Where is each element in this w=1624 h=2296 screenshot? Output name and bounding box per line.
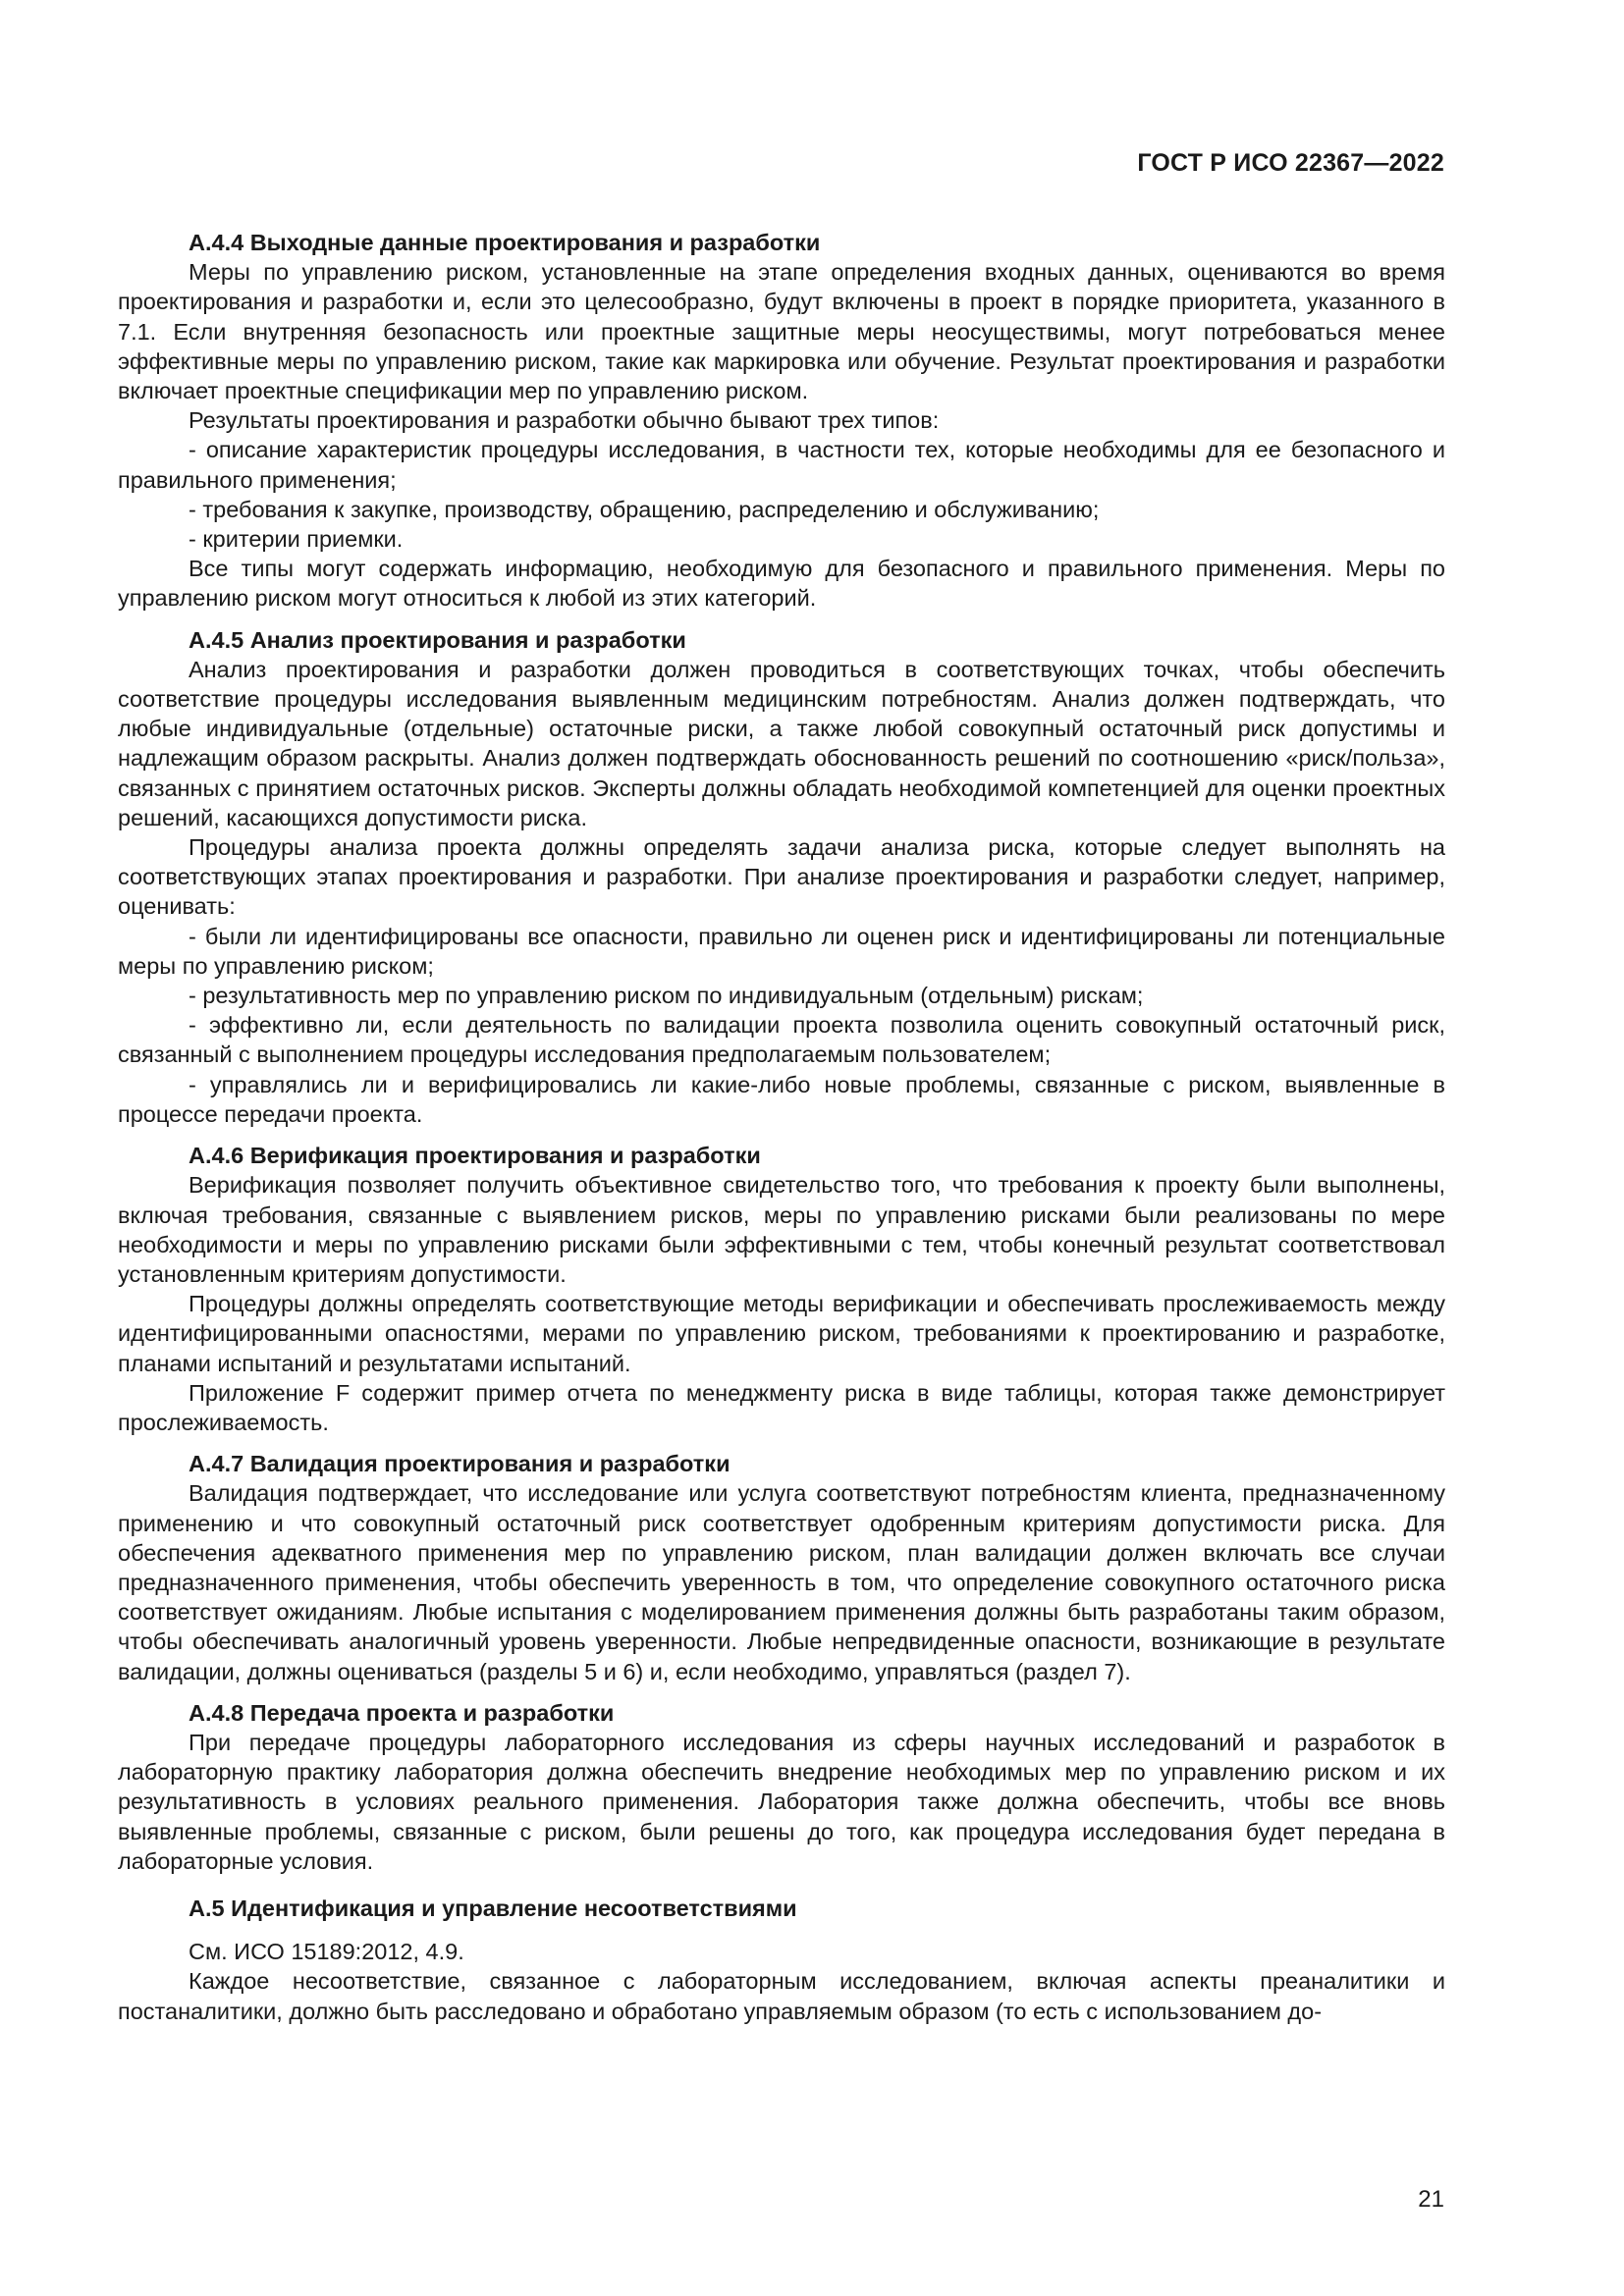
paragraph: Процедуры анализа проекта должны определять задачи анализа риска, которые следует выполнять на соответствующих этапах проектирования и разработки. При анализе проектирования и разработки следует, например, оценивать: bbox=[118, 834, 1445, 920]
list-item: - критерии приемки. bbox=[189, 526, 404, 553]
paragraph: Меры по управлению риском, установленные на этапе определения входных данных, оцениваются во время проектирования и разработки и, если это целесообразно, будут включены в проект в порядке приоритета, указанного в 7.1. Если внутренняя безопасность или проектные защитные меры неосуществимы, могут потребоваться менее эффективные меры по управлению риском, такие как маркировка или обучение. Результат проектирования и разработки включает проектные спецификации мер по управлению риском. bbox=[118, 259, 1445, 404]
section-a47-heading: А.4.7 Валидация проектирования и разработки bbox=[189, 1451, 731, 1477]
paragraph: Процедуры должны определять соответствующие методы верификации и обеспечивать прослеживаемость между идентифицированными опасностями, мерами по управлению риском, требованиями к проектированию и разработке, планами испытаний и результатами испытаний. bbox=[118, 1291, 1445, 1376]
list-item: - управлялись ли и верифицировались ли какие-либо новые проблемы, связанные с риском, выявленные в процессе передачи проекта. bbox=[118, 1071, 1445, 1127]
section-a44-heading: А.4.4 Выходные данные проектирования и разработки bbox=[189, 230, 821, 255]
document-body bbox=[118, 228, 1445, 2026]
paragraph: См. ИСО 15189:2012, 4.9. bbox=[189, 1939, 464, 1965]
list-item: - были ли идентифицированы все опасности, правильно ли оценен риск и идентифицированы ли потенциальные меры по управлению риском; bbox=[118, 923, 1445, 979]
standard-header: ГОСТ Р ИСО 22367—2022 bbox=[1137, 149, 1444, 177]
paragraph: Приложение F содержит пример отчета по менеджменту риска в виде таблицы, которая также демонстрирует прослеживаемость. bbox=[118, 1379, 1445, 1435]
paragraph: Результаты проектирования и разработки обычно бывают трех типов: bbox=[189, 407, 940, 434]
section-a45-heading: А.4.5 Анализ проектирования и разработки bbox=[189, 626, 686, 653]
paragraph: Анализ проектирования и разработки должен проводиться в соответствующих точках, чтобы обеспечить соответствие процедуры исследования выявленным медицинским потребностям. Анализ должен подтверждать, что любые индивидуальные (отдельные) остаточные риски, а также любой совокупный остаточный риск допустимы и надлежащим образом раскрыты. Анализ должен подтверждать обоснованность решений по соотношению «риск/польза», связанных с принятием остаточных рисков. Эксперты должны обладать необходимой компетенцией для оценки проектных решений, касающихся допустимости риска. bbox=[118, 656, 1445, 830]
section-a48-heading: А.4.8 Передача проекта и разработки bbox=[189, 1699, 615, 1726]
paragraph: Верификация позволяет получить объективное свидетельство того, что требования к проекту были выполнены, включая требования, связанные с выявлением рисков, меры по управлению рисками были реализованы по мере необходимости и меры по управлению рисками были эффективными с тем, чтобы конечный результат соответствовал установленным критериям допустимости. bbox=[118, 1172, 1445, 1287]
paragraph: Каждое несоответствие, связанное с лабораторным исследованием, включая аспекты преаналитики и постаналитики, должно быть расследовано и обработано управляемым образом (то есть с использованием до- bbox=[118, 1968, 1445, 2024]
paragraph: При передаче процедуры лабораторного исследования из сферы научных исследований и разработок в лабораторную практику лаборатория должна обеспечить внедрение необходимых мер по управлению риском и их результативность в условиях реального применения. Лаборатория также должна обеспечить, чтобы все вновь выявленные проблемы, связанные с риском, были решены до того, как процедура исследования будет передана в лабораторные условия. bbox=[118, 1729, 1445, 1874]
section-a5-heading: А.5 Идентификация и управление несоответствиями bbox=[189, 1895, 797, 1921]
list-item: - требования к закупке, производству, обращению, распределению и обслуживанию; bbox=[189, 496, 1100, 522]
list-item: - описание характеристик процедуры исследования, в частности тех, которые необходимы для ее безопасного и правильного применения; bbox=[118, 437, 1445, 493]
paragraph: Валидация подтверждает, что исследование или услуга соответствуют потребностям клиента, предназначенному применению и что совокупный остаточный риск соответствует одобренным критериям допустимости риска. Для обеспечения адекватного применения мер по управлению риском, план валидации должен включать все случаи предназначенного применения, чтобы обеспечить уверенность в том, что определение совокупного остаточного риска соответствует ожиданиям. Любые испытания с моделированием применения должны быть разработаны таким образом, чтобы обеспечивать аналогичный уровень уверенности. Любые непредвиденные опасности, возникающие в результате валидации, должны оцениваться (разделы 5 и 6) и, если необходимо, управляться (раздел 7). bbox=[118, 1480, 1445, 1684]
list-item: - эффективно ли, если деятельность по валидации проекта позволила оценить совокупный остаточный риск, связанный с выполнением процедуры исследования предполагаемым пользователем; bbox=[118, 1012, 1445, 1068]
list-item: - результативность мер по управлению риском по индивидуальным (отдельным) рискам; bbox=[189, 983, 1144, 1009]
section-a46-heading: А.4.6 Верификация проектирования и разработки bbox=[189, 1143, 761, 1169]
page-number: 21 bbox=[1418, 2186, 1444, 2213]
paragraph: Все типы могут содержать информацию, необходимую для безопасного и правильного применения. Меры по управлению риском могут относиться к любой из этих категорий. bbox=[118, 556, 1445, 612]
